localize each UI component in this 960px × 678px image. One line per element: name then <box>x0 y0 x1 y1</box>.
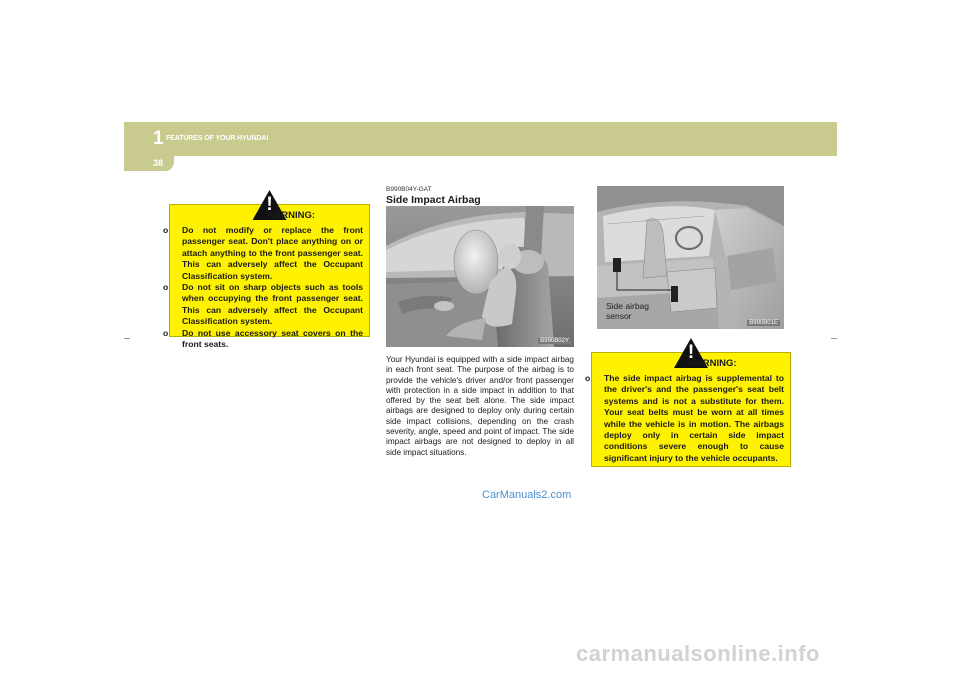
crop-mark <box>124 338 130 339</box>
chapter-number: 1 <box>153 128 164 149</box>
warning-item-text: The side impact airbag is supplemental to the driver's and the passenger's seat belt systems and is not a substitute for them. Your seat belts must be worn at all times while the vehicle is in motion. The airbags deploy only in certain side impact conditions severe enough to cause significant injury to the vehicle occupants. <box>604 373 784 463</box>
warning-item <box>163 282 363 328</box>
sensor-label-line: sensor <box>606 310 632 321</box>
warning-item-text: Do not sit on sharp objects such as tools when occupying the front passenger seat. This can adversely affect the Occupant Classification system. <box>182 282 363 327</box>
side-airbag-illustration <box>386 206 574 347</box>
warning-heading: WARNING: <box>687 358 737 369</box>
figure-code: B990B01E <box>749 320 778 326</box>
warning-item <box>163 225 363 282</box>
bullet: o <box>585 373 591 383</box>
warning-item-text: Do not modify or replace the front passenger seat. Don't place anything on or attach anything to the front passenger seat. This can adversely affect the Occupant Classification system. <box>182 225 363 281</box>
bullet: o <box>163 327 169 338</box>
warning-list <box>163 225 363 350</box>
warning-heading: WARNING: <box>265 210 316 221</box>
figure-code: B990B02Y <box>540 338 569 344</box>
warning-item <box>585 373 784 464</box>
exclamation-icon: ! <box>687 342 695 363</box>
crop-mark <box>831 338 837 339</box>
page-number: 38 <box>153 158 164 168</box>
sensor-label-line: Side airbag <box>606 301 650 311</box>
section-title: Side Impact Airbag <box>386 194 481 206</box>
warning-item-text: Do not use accessory seat covers on the front seats. <box>182 327 363 350</box>
exclamation-icon: ! <box>266 194 273 215</box>
warning-list <box>585 373 784 464</box>
chapter-title: FEATURES OF YOUR HYUNDAI <box>166 135 269 142</box>
watermark-link[interactable]: CarManuals2.com <box>482 489 572 501</box>
warning-box-left <box>163 194 370 350</box>
side-airbag-drawing <box>386 206 574 347</box>
watermark-site: carmanualsonline.info <box>576 641 820 666</box>
section-code: B990B04Y-GAT <box>386 186 432 193</box>
bullet: o <box>163 225 169 235</box>
section-body-text: Your Hyundai is equipped with a side impact airbag in each front seat. The purpose of the airbag is to provide the vehicle's driver and/or front passenger with protection in a side impact in addition to that offered by the seat belt alone. The side impact airbags are designed to deploy only during certain side impact collisions, depending on the crash severity, angle, speed and point of impact. The side impact airbags are not designed to deploy in all side impact situations. <box>386 355 574 457</box>
warning-item <box>163 328 363 351</box>
page-number-tab <box>124 156 174 171</box>
sensor-label <box>606 302 649 321</box>
bullet: o <box>163 282 169 293</box>
warning-box-right <box>585 342 791 467</box>
